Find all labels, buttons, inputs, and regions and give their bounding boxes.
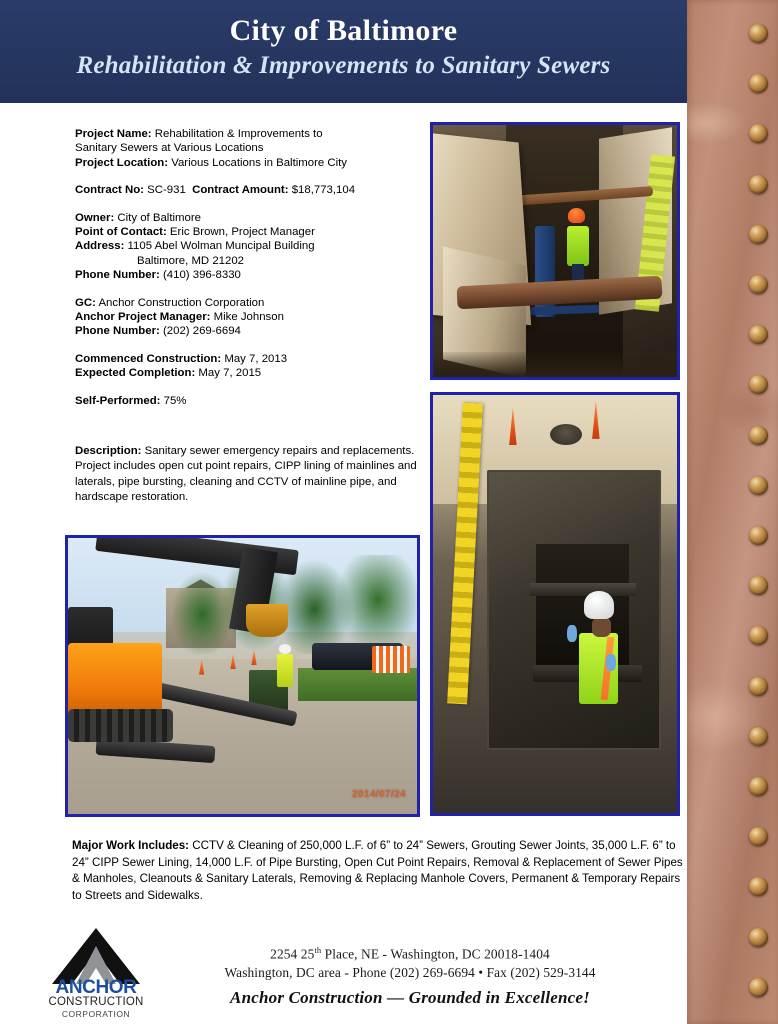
company-tagline: Anchor Construction — Grounded in Excellence!: [230, 988, 590, 1007]
worker-glove-left: [567, 625, 577, 642]
rivet-icon: [749, 978, 768, 997]
ground-edge: [433, 352, 677, 377]
address-line2: Baltimore, MD 21202: [137, 254, 244, 267]
footer-address-line1-pre: 2254 25: [270, 946, 315, 962]
self-performed-group: [75, 394, 420, 408]
rivet-icon: [749, 175, 768, 194]
rivet-icon: [749, 928, 768, 947]
project-name-group: [75, 127, 420, 170]
owner-line: [75, 211, 420, 225]
excavator-bucket: [246, 604, 288, 637]
commenced-line: [75, 352, 420, 366]
point-of-contact-line: [75, 225, 420, 239]
owner-phone-value: (410) 396-8330: [162, 269, 241, 282]
owner-value: City of Baltimore: [117, 211, 201, 224]
project-name-line2: Sanitary Sewers at Various Locations: [75, 142, 264, 155]
photo-content: [68, 538, 417, 814]
footer-address: [160, 941, 660, 982]
point-of-contact-label: Point of Contact:: [75, 226, 167, 239]
gc-line: [75, 296, 420, 310]
rivet-icon: [749, 576, 768, 595]
project-name-label: Project Name:: [75, 128, 152, 140]
worker-white-hard-hat: [584, 591, 613, 618]
project-location-label: Project Location:: [75, 156, 169, 169]
commenced-label: Commenced Construction:: [75, 352, 222, 365]
page-subtitle: Rehabilitation & Improvements to Sanitary Sewers: [76, 52, 611, 79]
rivet-icon: [749, 777, 768, 796]
page-title: City of Baltimore: [229, 14, 458, 47]
logo-subtext-construction: CONSTRUCTION: [48, 996, 144, 1008]
footer-address-line2: Washington, DC area - Phone (202) 269-6694 • Fax (202) 529-3144: [224, 965, 596, 981]
rivet-icon: [749, 24, 768, 43]
rivet-icon: [749, 877, 768, 896]
project-name-line: [75, 127, 420, 141]
anchor-pm-line: [75, 310, 420, 324]
contract-amount-label: Contract Amount:: [192, 184, 289, 197]
anchor-construction-logo: [40, 928, 152, 1020]
gc-phone-label: Phone Number:: [75, 325, 160, 338]
ordinal-suffix: th: [314, 945, 322, 955]
owner-phone-line: [75, 268, 420, 282]
contract-group: [75, 183, 420, 197]
owner-label: Owner:: [75, 211, 115, 224]
schedule-group: [75, 352, 420, 381]
rivet-icon: [749, 74, 768, 93]
rivet-icon: [749, 124, 768, 143]
address-value: 1105 Abel Wolman Muncipal Building: [127, 240, 315, 253]
street-work-scene: [68, 538, 417, 814]
photo-content: [433, 125, 677, 377]
completion-label: Expected Completion:: [75, 367, 196, 380]
address-line: [75, 239, 420, 253]
worker-face: [592, 617, 612, 638]
worker-orange-helmet: [568, 208, 585, 223]
owner-phone-label: Phone Number:: [75, 269, 160, 282]
self-performed-label: Self-Performed:: [75, 394, 161, 407]
header-banner: [0, 0, 687, 103]
construction-barrels: [372, 646, 410, 674]
logo-wordmark: ANCHOR: [55, 977, 137, 998]
worker-hi-vis-vest: [277, 654, 293, 687]
project-name-value: Rehabilitation & Improvements to: [154, 128, 323, 140]
open-cut-trench-pipe-repair-photo: [430, 122, 680, 380]
gc-phone-value: (202) 269-6694: [162, 325, 241, 338]
rivet-icon: [749, 827, 768, 846]
major-work-block: [72, 838, 684, 904]
rivet-icon: [749, 626, 768, 645]
logo-subtext-corporation: CORPORATION: [61, 1009, 131, 1019]
completion-value: May 7, 2015: [198, 367, 262, 380]
commenced-value: May 7, 2013: [224, 352, 288, 365]
anchor-pm-value: Mike Johnson: [213, 311, 284, 324]
footer-address-line1: [160, 941, 660, 963]
self-performed-line: [75, 394, 420, 408]
gc-group: [75, 296, 420, 339]
contract-no-label: Contract No:: [75, 184, 144, 197]
rivet-icon: [749, 727, 768, 746]
rivet-icon: [749, 325, 768, 344]
point-of-contact-value: Eric Brown, Project Manager: [169, 226, 315, 239]
trench-scene: [433, 125, 677, 377]
anchor-pm-label: Anchor Project Manager:: [75, 311, 211, 324]
owner-group: [75, 211, 420, 283]
rivet-icon: [749, 225, 768, 244]
contract-no-value: SC-931: [147, 184, 186, 197]
rivet-icon: [749, 426, 768, 445]
project-location-value: Various Locations in Baltimore City: [171, 156, 348, 169]
excavator-track: [68, 709, 173, 742]
description-value: Sanitary sewer emergency repairs and replacements. Project includes open cut point repairs, CIPP lining of mainlines and laterals, pipe bursting, cleaning and CCTV of mainline pipe, and hardscape restoration.: [75, 445, 417, 504]
rivet-icon: [749, 677, 768, 696]
rivet-icon: [749, 275, 768, 294]
photo-content: [433, 395, 677, 813]
project-info-block: [75, 127, 420, 408]
gc-label: GC:: [75, 296, 96, 309]
photo-timestamp: 2014/07/24: [351, 789, 406, 800]
excavator-pipe-bursting-street-photo: [65, 535, 420, 817]
major-work-label: Major Work Includes:: [72, 839, 190, 852]
footer-address-line1-post: Place, NE - Washington, DC 20018-1404: [321, 946, 550, 962]
completion-line: [75, 366, 420, 380]
address-label: Address:: [75, 240, 125, 253]
anchor-a-mark-icon: [52, 928, 140, 984]
steel-trench-box: [487, 470, 662, 750]
contract-line: [75, 183, 420, 197]
trench-box-worker-photo: [430, 392, 680, 816]
project-location-line: [75, 156, 420, 170]
rivet-icon: [749, 476, 768, 495]
description-label: Description:: [75, 445, 142, 457]
worker-hi-vis-vest: [567, 226, 589, 266]
gc-value: Anchor Construction Corporation: [98, 296, 265, 309]
gc-phone-line: [75, 324, 420, 338]
trench-box-scene: [433, 395, 677, 813]
contract-amount-value: $18,773,104: [291, 184, 356, 197]
manhole-opening: [550, 424, 582, 445]
worker-glove-right: [606, 654, 616, 671]
trench-box-strut-upper: [530, 583, 636, 597]
description-block: [75, 444, 423, 506]
rivet-icon: [749, 526, 768, 545]
self-performed-value: 75%: [163, 394, 187, 407]
rivet-icon: [749, 375, 768, 394]
major-work-value: CCTV & Cleaning of 250,000 L.F. of 6” to 24” Sewers, Grouting Sewer Joints, 35,000 L.F. 6” to 24” CIPP Sewer Lining, 14,000 L.F. of Pipe Bursting, Open Cut Point Repairs, Removal & Replacement of Sewer Pipes & Manholes, Cleanouts & Sanitary Laterals, Removing & Replacing Manhole Covers, Permanent & Temporary Repairs to Streets and Sidewalks.: [72, 839, 683, 902]
copper-rivet-strip-decoration: [687, 0, 778, 1024]
rivet-column: [742, 0, 778, 1024]
